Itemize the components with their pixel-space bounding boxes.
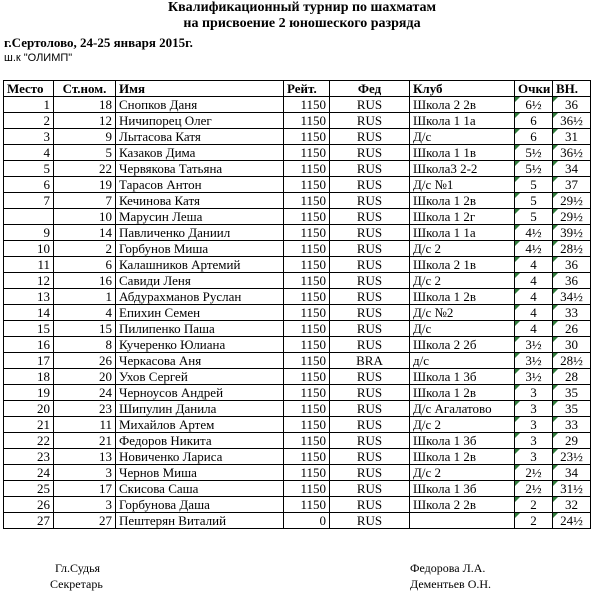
col-header-buchholz: ВН. (553, 81, 591, 97)
cell-start-number: 21 (54, 433, 116, 449)
table-row (4, 177, 591, 193)
cell-federation: RUS (330, 417, 410, 433)
cell-buchholz: 36 (553, 97, 591, 113)
cell-club: Школа 2 2в (410, 497, 515, 513)
cell-club: Школа 1 3б (410, 481, 515, 497)
cell-rating: 1150 (284, 465, 330, 481)
cell-points: 4 (515, 257, 553, 273)
cell-points: 2 (515, 497, 553, 513)
cell-start-number: 11 (54, 417, 116, 433)
cell-place: 3 (4, 129, 54, 145)
title-line-1: Квалификационный турнир по шахматам (167, 0, 437, 15)
cell-place: 12 (4, 273, 54, 289)
cell-federation: RUS (330, 401, 410, 417)
cell-buchholz: 28 (553, 369, 591, 385)
cell-name: Марусин Леша (116, 209, 284, 225)
cell-buchholz: 23½ (553, 449, 591, 465)
cell-name: Савиди Леня (116, 273, 284, 289)
cell-club: Школа 1 3б (410, 433, 515, 449)
cell-points: 3 (515, 417, 553, 433)
cell-federation: RUS (330, 129, 410, 145)
cell-name: Снопков Даня (116, 97, 284, 113)
cell-club: Школа3 2-2 (410, 161, 515, 177)
cell-place (4, 209, 54, 225)
cell-buchholz: 32 (553, 497, 591, 513)
cell-points: 2½ (515, 481, 553, 497)
title-line-2: на присвоение 2 юношеского разряда (183, 16, 421, 31)
table-row (4, 257, 591, 273)
cell-club: Школа 1 2в (410, 289, 515, 305)
cell-name: Пештерян Виталий (116, 513, 284, 529)
cell-buchholz: 34 (553, 161, 591, 177)
cell-club: Школа 2 1в (410, 257, 515, 273)
cell-club: Д/с №2 (410, 305, 515, 321)
cell-club: Д/с Агалатово (410, 401, 515, 417)
cell-rating: 1150 (284, 193, 330, 209)
table-row (4, 97, 591, 113)
cell-federation: BRA (330, 353, 410, 369)
cell-rating: 1150 (284, 433, 330, 449)
cell-points: 4 (515, 305, 553, 321)
cell-place: 17 (4, 353, 54, 369)
cell-points: 4 (515, 321, 553, 337)
cell-name: Чернов Миша (116, 465, 284, 481)
table-row (4, 225, 591, 241)
cell-club: Д/с 2 (410, 273, 515, 289)
cell-points: 3 (515, 401, 553, 417)
cell-club: д/с (410, 353, 515, 369)
cell-club: Школа 1 1а (410, 113, 515, 129)
cell-club: Школа 1 2в (410, 449, 515, 465)
cell-federation: RUS (330, 209, 410, 225)
cell-federation: RUS (330, 337, 410, 353)
cell-name: Федоров Никита (116, 433, 284, 449)
cell-buchholz: 28½ (553, 353, 591, 369)
cell-start-number: 3 (54, 497, 116, 513)
cell-rating: 1150 (284, 129, 330, 145)
cell-federation: RUS (330, 113, 410, 129)
cell-start-number: 8 (54, 337, 116, 353)
cell-place: 21 (4, 417, 54, 433)
cell-rating: 1150 (284, 225, 330, 241)
cell-name: Черкасова Аня (116, 353, 284, 369)
cell-rating: 1150 (284, 289, 330, 305)
cell-start-number: 6 (54, 257, 116, 273)
cell-rating: 1150 (284, 241, 330, 257)
cell-name: Лытасова Катя (116, 129, 284, 145)
cell-place: 16 (4, 337, 54, 353)
cell-club: Школа 1 2в (410, 193, 515, 209)
secretary-name: Дементьев О.Н. (410, 577, 492, 591)
cell-points: 2 (515, 513, 553, 529)
cell-start-number: 14 (54, 225, 116, 241)
col-header-points: Очки (515, 81, 553, 97)
cell-start-number: 4 (54, 305, 116, 321)
cell-name: Горбунов Миша (116, 241, 284, 257)
cell-club: Школа 2 2б (410, 337, 515, 353)
cell-club: Школа 1 2в (410, 385, 515, 401)
cell-points: 6 (515, 113, 553, 129)
cell-start-number: 20 (54, 369, 116, 385)
table-row (4, 273, 591, 289)
cell-rating: 1150 (284, 209, 330, 225)
cell-club: Д/с 2 (410, 417, 515, 433)
cell-points: 5½ (515, 145, 553, 161)
cell-federation: RUS (330, 513, 410, 529)
cell-name: Кечинова Катя (116, 193, 284, 209)
cell-start-number: 1 (54, 289, 116, 305)
table-row (4, 385, 591, 401)
cell-points: 3½ (515, 337, 553, 353)
cell-start-number: 26 (54, 353, 116, 369)
cell-name: Черноусов Андрей (116, 385, 284, 401)
cell-place: 10 (4, 241, 54, 257)
cell-name: Тарасов Антон (116, 177, 284, 193)
standings-table (3, 80, 591, 529)
cell-rating: 1150 (284, 481, 330, 497)
cell-place: 20 (4, 401, 54, 417)
cell-buchholz: 36 (553, 257, 591, 273)
cell-federation: RUS (330, 273, 410, 289)
cell-rating: 1150 (284, 321, 330, 337)
cell-rating: 1150 (284, 417, 330, 433)
cell-points: 4½ (515, 241, 553, 257)
cell-rating: 1150 (284, 161, 330, 177)
cell-federation: RUS (330, 225, 410, 241)
cell-name: Скисова Саша (116, 481, 284, 497)
organization: ш.к "ОЛИМП" (4, 52, 73, 64)
table-row (4, 353, 591, 369)
cell-federation: RUS (330, 385, 410, 401)
cell-name: Горбунова Даша (116, 497, 284, 513)
cell-name: Червякова Татьяна (116, 161, 284, 177)
table-row (4, 161, 591, 177)
cell-rating: 1150 (284, 177, 330, 193)
cell-points: 5 (515, 193, 553, 209)
table-row (4, 209, 591, 225)
cell-buchholz: 34½ (553, 289, 591, 305)
cell-place: 14 (4, 305, 54, 321)
cell-club: Д/с (410, 129, 515, 145)
cell-rating: 1150 (284, 385, 330, 401)
cell-place: 2 (4, 113, 54, 129)
cell-points: 6½ (515, 97, 553, 113)
cell-club: Школа 1 1в (410, 145, 515, 161)
table-row (4, 305, 591, 321)
cell-buchholz: 33 (553, 305, 591, 321)
cell-club (410, 513, 515, 529)
cell-start-number: 15 (54, 321, 116, 337)
table-row (4, 481, 591, 497)
cell-start-number: 22 (54, 161, 116, 177)
table-row (4, 401, 591, 417)
cell-buchholz: 33 (553, 417, 591, 433)
cell-buchholz: 37 (553, 177, 591, 193)
cell-place: 9 (4, 225, 54, 241)
cell-buchholz: 29½ (553, 209, 591, 225)
col-header-name: Имя (116, 81, 284, 97)
table-row (4, 417, 591, 433)
cell-place: 22 (4, 433, 54, 449)
table-row (4, 241, 591, 257)
cell-federation: RUS (330, 305, 410, 321)
cell-place: 5 (4, 161, 54, 177)
cell-buchholz: 29½ (553, 193, 591, 209)
cell-federation: RUS (330, 497, 410, 513)
table-row (4, 193, 591, 209)
cell-place: 6 (4, 177, 54, 193)
cell-buchholz: 30 (553, 337, 591, 353)
place-date: г.Сертолово, 24-25 января 2015г. (4, 35, 193, 50)
judge-label: Гл.Судья (55, 561, 101, 575)
cell-start-number: 27 (54, 513, 116, 529)
cell-points: 4 (515, 273, 553, 289)
cell-club: Д/с 2 (410, 241, 515, 257)
cell-buchholz: 24½ (553, 513, 591, 529)
secretary-label: Секретарь (50, 577, 103, 591)
cell-points: 3 (515, 385, 553, 401)
table-row (4, 129, 591, 145)
cell-federation: RUS (330, 257, 410, 273)
cell-rating: 1150 (284, 369, 330, 385)
cell-club: Д/с №1 (410, 177, 515, 193)
cell-start-number: 9 (54, 129, 116, 145)
cell-rating: 1150 (284, 257, 330, 273)
cell-place: 24 (4, 465, 54, 481)
table-row (4, 449, 591, 465)
cell-points: 5½ (515, 161, 553, 177)
table-header-row (4, 81, 591, 97)
cell-federation: RUS (330, 481, 410, 497)
cell-buchholz: 29 (553, 433, 591, 449)
cell-start-number: 2 (54, 241, 116, 257)
table-row (4, 113, 591, 129)
cell-buchholz: 36 (553, 273, 591, 289)
table-row (4, 289, 591, 305)
cell-place: 23 (4, 449, 54, 465)
cell-points: 5 (515, 209, 553, 225)
cell-start-number: 17 (54, 481, 116, 497)
cell-buchholz: 28½ (553, 241, 591, 257)
cell-place: 1 (4, 97, 54, 113)
cell-club: Школа 1 3б (410, 369, 515, 385)
cell-start-number: 23 (54, 401, 116, 417)
cell-place: 4 (4, 145, 54, 161)
cell-start-number: 19 (54, 177, 116, 193)
cell-place: 13 (4, 289, 54, 305)
table-row (4, 369, 591, 385)
cell-place: 25 (4, 481, 54, 497)
table-row (4, 433, 591, 449)
cell-start-number: 18 (54, 97, 116, 113)
table-row (4, 337, 591, 353)
cell-federation: RUS (330, 449, 410, 465)
cell-federation: RUS (330, 177, 410, 193)
cell-start-number: 5 (54, 145, 116, 161)
table-row (4, 321, 591, 337)
cell-rating: 1150 (284, 305, 330, 321)
cell-rating: 1150 (284, 497, 330, 513)
cell-buchholz: 39½ (553, 225, 591, 241)
cell-start-number: 12 (54, 113, 116, 129)
cell-place: 27 (4, 513, 54, 529)
cell-points: 3½ (515, 353, 553, 369)
cell-place: 26 (4, 497, 54, 513)
col-header-club: Клуб (410, 81, 515, 97)
cell-rating: 1150 (284, 337, 330, 353)
cell-start-number: 3 (54, 465, 116, 481)
cell-rating: 1150 (284, 401, 330, 417)
cell-federation: RUS (330, 97, 410, 113)
cell-points: 5 (515, 177, 553, 193)
cell-points: 6 (515, 129, 553, 145)
cell-buchholz: 35 (553, 401, 591, 417)
cell-federation: RUS (330, 241, 410, 257)
table-row (4, 497, 591, 513)
cell-buchholz: 31 (553, 129, 591, 145)
cell-name: Калашников Артемий (116, 257, 284, 273)
cell-buchholz: 36½ (553, 113, 591, 129)
col-header-rating: Рейт. (284, 81, 330, 97)
cell-points: 3 (515, 433, 553, 449)
col-header-start-number: Ст.ном. (54, 81, 116, 97)
cell-rating: 0 (284, 513, 330, 529)
cell-buchholz: 31½ (553, 481, 591, 497)
cell-federation: RUS (330, 193, 410, 209)
col-header-place: Место (4, 81, 54, 97)
cell-federation: RUS (330, 465, 410, 481)
cell-federation: RUS (330, 161, 410, 177)
col-header-federation: Фед (330, 81, 410, 97)
cell-place: 11 (4, 257, 54, 273)
cell-club: Школа 1 2г (410, 209, 515, 225)
cell-federation: RUS (330, 321, 410, 337)
cell-rating: 1150 (284, 145, 330, 161)
cell-federation: RUS (330, 145, 410, 161)
cell-rating: 1150 (284, 113, 330, 129)
cell-rating: 1150 (284, 449, 330, 465)
cell-name: Казаков Дима (116, 145, 284, 161)
cell-buchholz: 35 (553, 385, 591, 401)
table-row (4, 465, 591, 481)
cell-rating: 1150 (284, 353, 330, 369)
cell-club: Школа 1 1а (410, 225, 515, 241)
cell-name: Пилипенко Паша (116, 321, 284, 337)
table-row (4, 145, 591, 161)
judge-name: Федорова Л.А. (410, 561, 486, 575)
cell-start-number: 7 (54, 193, 116, 209)
cell-place: 15 (4, 321, 54, 337)
cell-name: Шипулин Данила (116, 401, 284, 417)
cell-name: Михайлов Артем (116, 417, 284, 433)
cell-federation: RUS (330, 369, 410, 385)
cell-name: Новиченко Лариса (116, 449, 284, 465)
cell-federation: RUS (330, 289, 410, 305)
cell-name: Абдурахманов Руслан (116, 289, 284, 305)
cell-buchholz: 36½ (553, 145, 591, 161)
cell-club: Д/с (410, 321, 515, 337)
cell-place: 18 (4, 369, 54, 385)
cell-club: Д/с 2 (410, 465, 515, 481)
cell-name: Кучеренко Юлиана (116, 337, 284, 353)
cell-points: 4 (515, 289, 553, 305)
cell-points: 3½ (515, 369, 553, 385)
cell-start-number: 24 (54, 385, 116, 401)
cell-federation: RUS (330, 433, 410, 449)
cell-rating: 1150 (284, 97, 330, 113)
cell-start-number: 16 (54, 273, 116, 289)
cell-place: 19 (4, 385, 54, 401)
cell-start-number: 13 (54, 449, 116, 465)
cell-name: Павличенко Даниил (116, 225, 284, 241)
cell-buchholz: 26 (553, 321, 591, 337)
cell-points: 4½ (515, 225, 553, 241)
cell-rating: 1150 (284, 273, 330, 289)
cell-name: Епихин Семен (116, 305, 284, 321)
cell-name: Ничипорец Олег (116, 113, 284, 129)
cell-points: 3 (515, 449, 553, 465)
cell-buchholz: 34 (553, 465, 591, 481)
table-row (4, 513, 591, 529)
cell-name: Ухов Сергей (116, 369, 284, 385)
cell-place: 7 (4, 193, 54, 209)
cell-club: Школа 2 2в (410, 97, 515, 113)
cell-start-number: 10 (54, 209, 116, 225)
cell-points: 2½ (515, 465, 553, 481)
